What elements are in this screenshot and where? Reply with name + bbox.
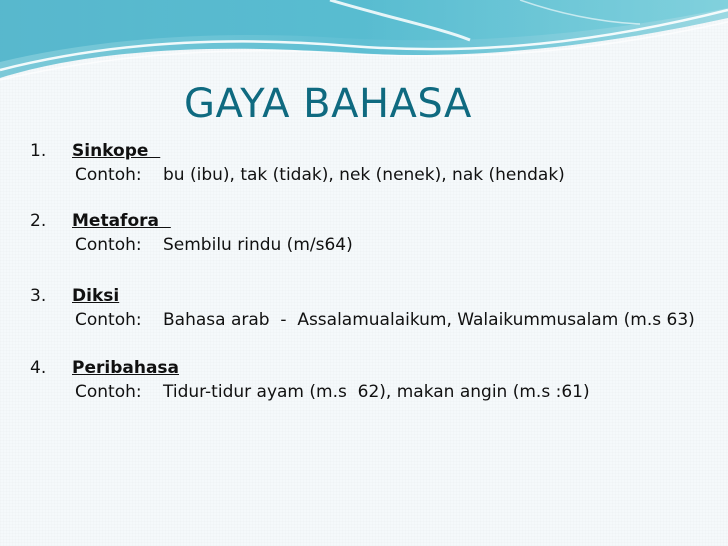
example-label: Contoh: — [75, 235, 142, 255]
example-text: Sembilu rindu (m/s64) — [163, 235, 353, 255]
item-number: 4. — [30, 358, 47, 378]
item-number: 1. — [30, 141, 47, 161]
example-label: Contoh: — [75, 310, 142, 330]
example-text: Tidur-tidur ayam (m.s 62), makan angin (m.s :61) — [163, 382, 590, 402]
header-wave-decoration — [0, 0, 728, 90]
example-text: bu (ibu), tak (tidak), nek (nenek), nak (hendak) — [163, 165, 565, 185]
item-term: Diksi — [72, 286, 120, 306]
item-term: Metafora — [72, 211, 171, 231]
example-text: Bahasa arab - Assalamualaikum, Walaikummusalam (m.s 63) — [163, 310, 695, 330]
item-number: 2. — [30, 211, 47, 231]
example-label: Contoh: — [75, 165, 142, 185]
item-term: Sinkope — [72, 141, 161, 161]
example-label: Contoh: — [75, 382, 142, 402]
item-number: 3. — [30, 286, 47, 306]
item-term: Peribahasa — [72, 358, 180, 378]
slide-title: GAYA BAHASA — [184, 81, 472, 127]
